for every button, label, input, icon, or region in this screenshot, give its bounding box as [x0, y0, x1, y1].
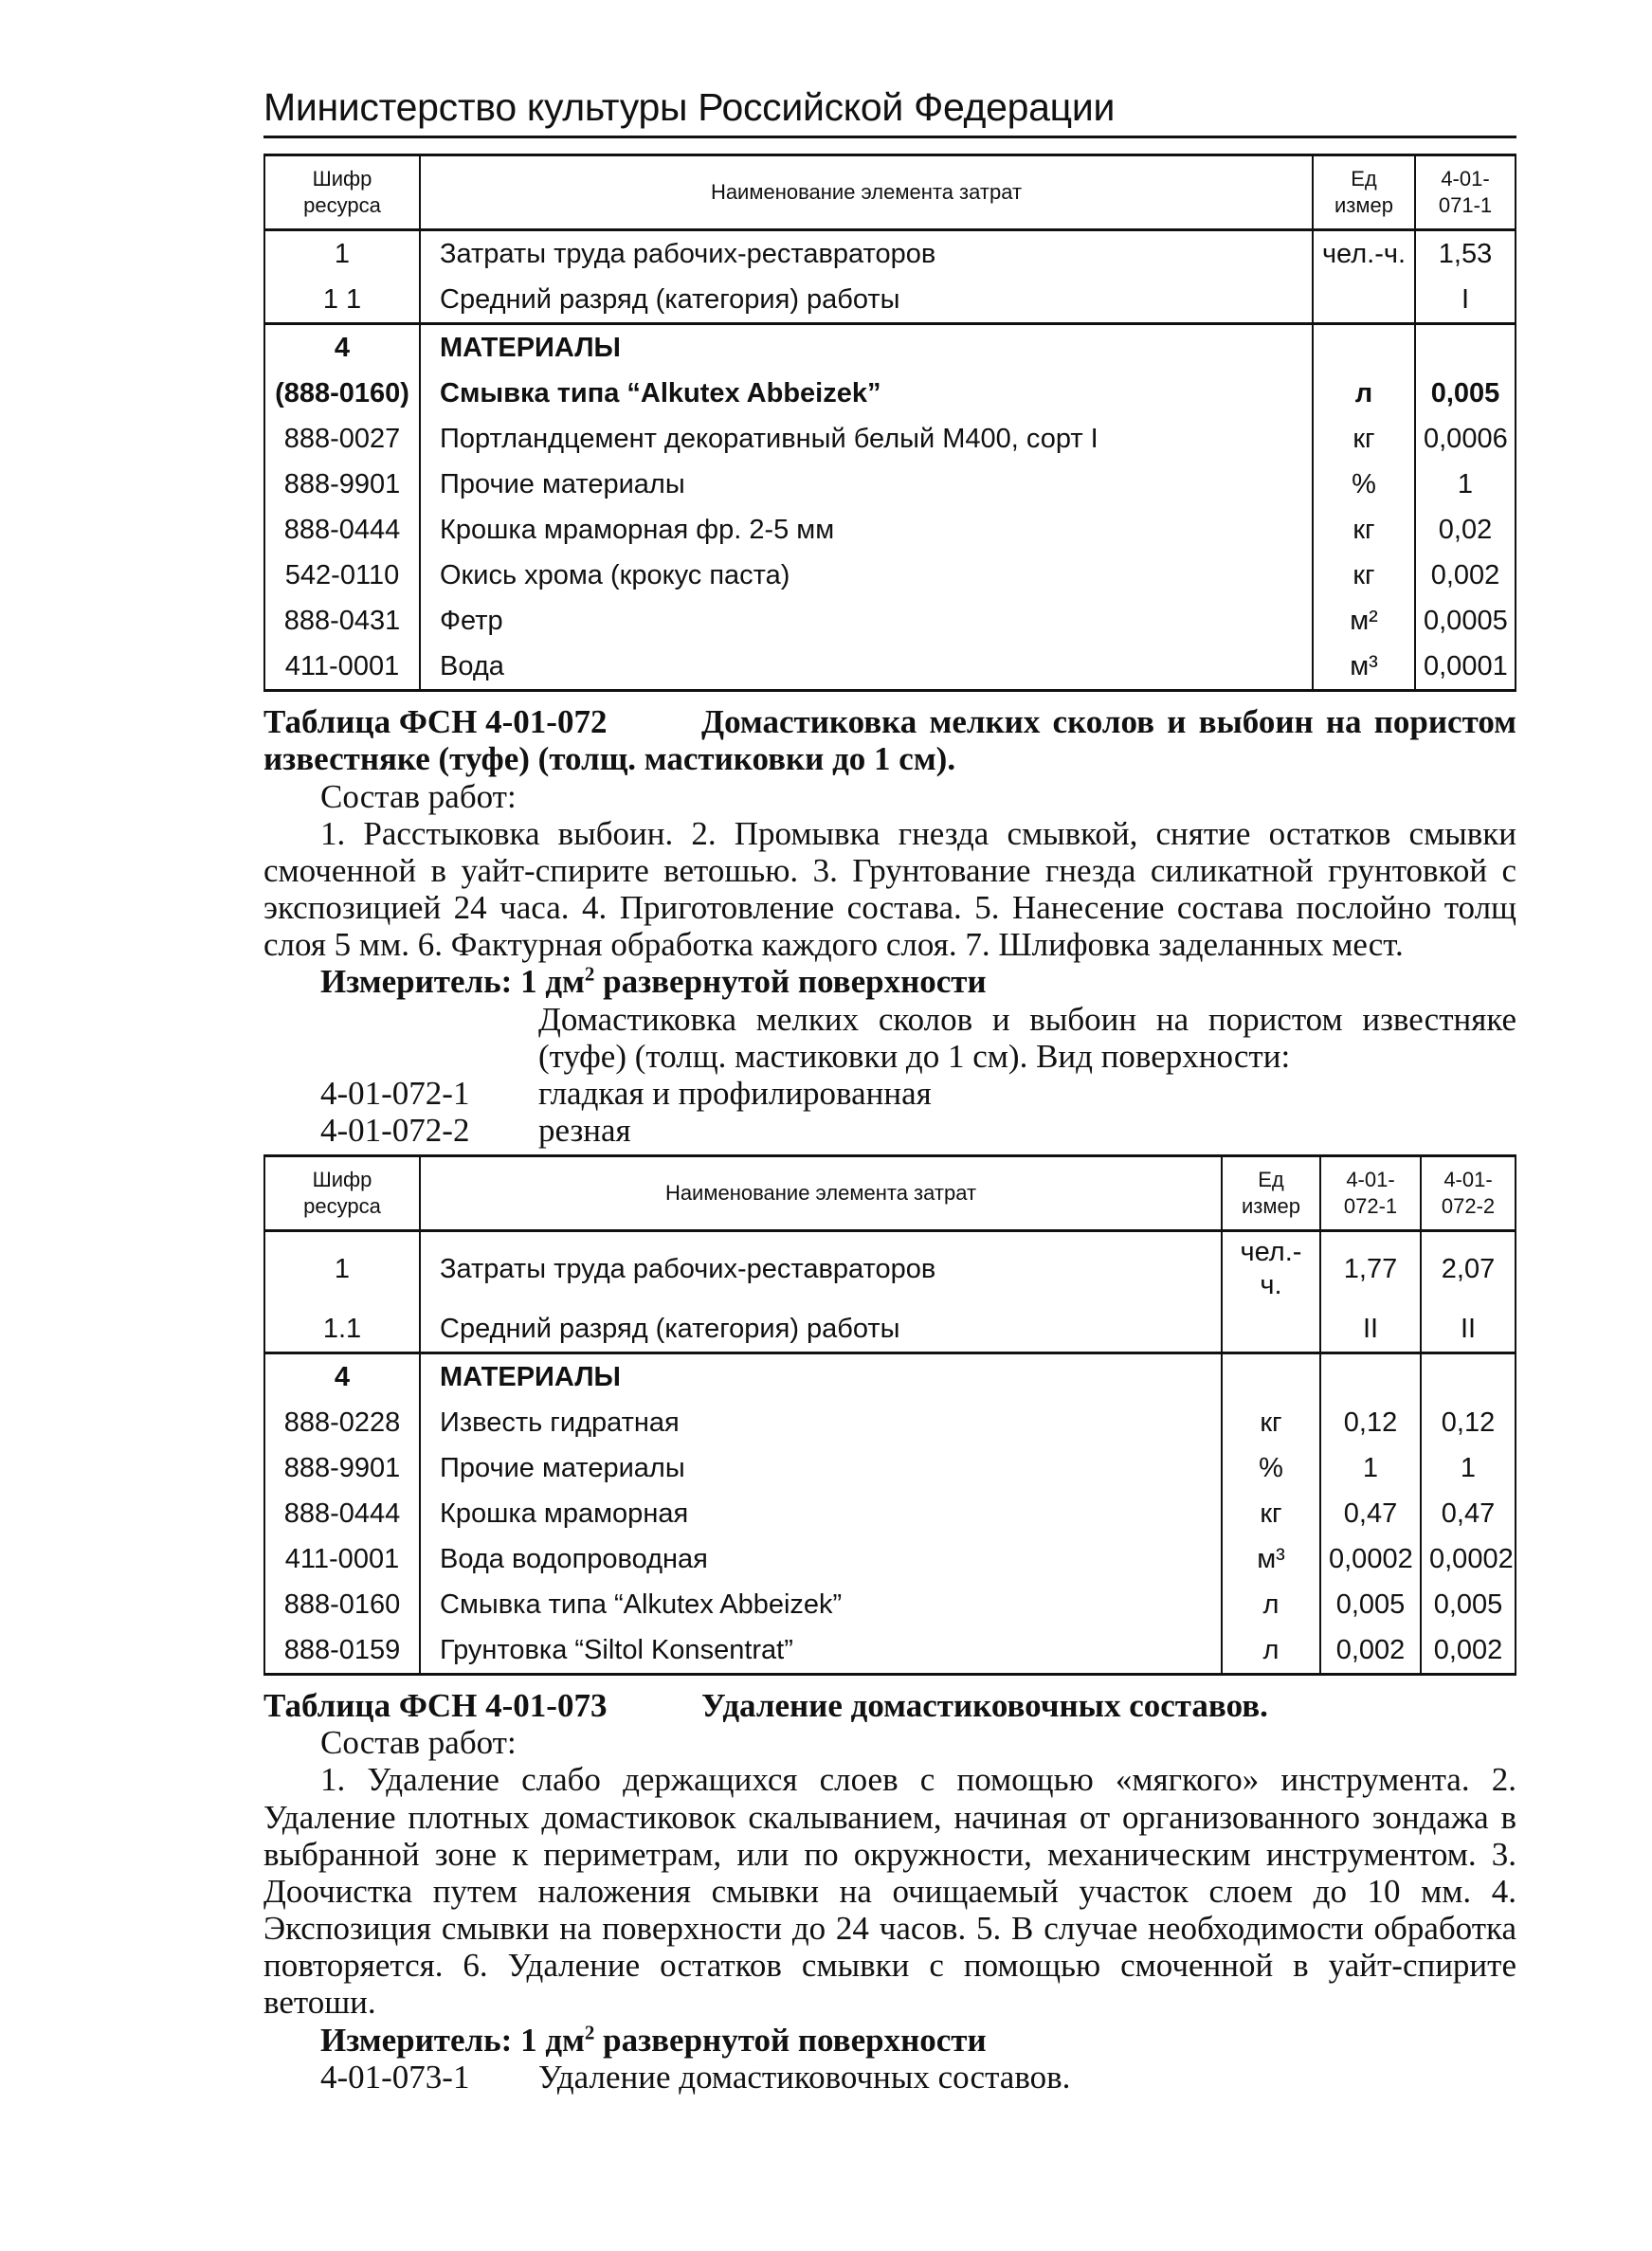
work-composition-text: 1. Расстыковка выбоин. 2. Промывка гнезда смывкой, снятие остатков смывки смоченной в уайт-спирите ветошью. 3. Грунтование гнезда силикатной грунтовкой с экспозицией 24 часа. 4. Приготовление состава. 5. Нанесение состава послойно толщ слоя 5 мм. 6. Фактурная обработка каждого слоя. 7. Шлифовка заделанных мест.: [263, 814, 1516, 964]
cell-unit: кг: [1222, 1400, 1320, 1445]
table-header-row: [264, 1156, 1516, 1231]
cell-name: Смывка типа “Alkutex Abbeizek”: [420, 371, 1313, 416]
cell-code: 888-0228: [264, 1400, 420, 1445]
norm-variants: [263, 1001, 1516, 1150]
cell-norm-1: 1: [1415, 462, 1516, 507]
cell-unit: чел.-ч.: [1222, 1231, 1320, 1306]
cell-name: Вода: [420, 644, 1313, 691]
column-header-name: Наименование элемента затрат: [420, 155, 1313, 230]
variant-row: [263, 2059, 1516, 2096]
table-header-row: [264, 155, 1516, 230]
variant-desc: резная: [538, 1112, 631, 1150]
cell-unit: кг: [1313, 416, 1415, 462]
variant-desc: Удаление домастиковочных составов.: [538, 2058, 1071, 2096]
cell-name: Известь гидратная: [420, 1400, 1222, 1445]
cell-code: 542-0110: [264, 553, 420, 598]
cell-unit: м²: [1313, 598, 1415, 644]
cell-code: 888-0159: [264, 1627, 420, 1675]
variants-intro: Домастиковка мелких сколов и выбоин на пористом известняке (туфе) (толщ. мастиковки до 1 см). Вид поверхности:: [538, 1000, 1516, 1075]
measure-prefix: Измеритель: 1 дм: [320, 963, 585, 1001]
measure-sup: 2: [584, 2021, 595, 2044]
table-number: Таблица ФСН 4-01-073: [263, 1686, 608, 1724]
measure-unit: [263, 2022, 1516, 2059]
column-header-code: Шифр ресурса: [264, 1156, 420, 1231]
cell-code: 1.1: [264, 1306, 420, 1353]
table-row: [264, 507, 1516, 553]
variant-code: 4-01-072-2: [320, 1112, 470, 1150]
cell-code: 888-0160: [264, 1582, 420, 1627]
cell-code: 411-0001: [264, 1536, 420, 1582]
cell-name: Средний разряд (категория) работы: [420, 277, 1313, 324]
resource-table-4-01-071: [263, 154, 1516, 692]
cell-name: Средний разряд (категория) работы: [420, 1306, 1222, 1353]
cell-name: МАТЕРИАЛЫ: [420, 324, 1313, 372]
cell-name: Грунтовка “Siltol Konsentrat”: [420, 1627, 1222, 1675]
table-row: [264, 1231, 1516, 1306]
cell-norm-1: 0,005: [1415, 371, 1516, 416]
cell-unit: %: [1313, 462, 1415, 507]
variant-code: 4-01-072-1: [320, 1075, 470, 1113]
work-composition-text: 1. Удаление слабо держащихся слоев с помощью «мягкого» инструмента. 2. Удаление плотных домастиковок скалыванием, начиная от организованного зондажа в выбранной зоне к периметрам, или по окружности, механическим инструментом. 3. Доочистка путем наложения смывки на очищаемый участок слоем до 10 мм. 4. Экспозиция смывки на поверхности до 24 часов. 5. В случае необходимости обработка повторяется. 6. Удаление остатков смывки с помощью смоченной в уайт-спирите ветоши.: [263, 1761, 1516, 2022]
cell-unit: кг: [1313, 507, 1415, 553]
cell-unit: [1222, 1352, 1320, 1400]
document-page: [263, 85, 1516, 2101]
cell-unit: [1313, 324, 1415, 372]
measure-unit: [263, 963, 1516, 1000]
measure-prefix: Измеритель: 1 дм: [320, 2021, 585, 2059]
running-header: Министерство культуры Российской Федерации: [263, 85, 1516, 138]
table-row: [264, 462, 1516, 507]
variant-row: [263, 1112, 1516, 1149]
cell-name: Смывка типа “Alkutex Abbeizek”: [420, 1582, 1222, 1627]
cell-name: Прочие материалы: [420, 462, 1313, 507]
cell-unit: [1222, 1306, 1320, 1353]
measure-suffix: развернутой поверхности: [594, 2021, 987, 2059]
table-row: [264, 1445, 1516, 1491]
cell-name: Затраты труда рабочих-реставраторов: [420, 230, 1313, 278]
cell-code: 888-0431: [264, 598, 420, 644]
cell-name: Портландцемент декоративный белый М400, сорт I: [420, 416, 1313, 462]
cell-norm-1: 0,0002: [1320, 1536, 1421, 1582]
table-row: [264, 644, 1516, 691]
cell-norm-1: 0,12: [1320, 1400, 1421, 1445]
cell-code: 411-0001: [264, 644, 420, 691]
table-title-4-01-072: [263, 703, 1516, 777]
norm-variants: [263, 2059, 1516, 2096]
cell-code: 4: [264, 324, 420, 372]
cell-unit: кг: [1222, 1491, 1320, 1536]
cell-unit: [1313, 277, 1415, 324]
cell-norm-1: [1320, 1352, 1421, 1400]
cell-name: Прочие материалы: [420, 1445, 1222, 1491]
cell-name: Затраты труда рабочих-реставраторов: [420, 1231, 1222, 1306]
cell-unit: л: [1222, 1582, 1320, 1627]
cell-norm-1: 0,005: [1320, 1582, 1421, 1627]
cell-unit: м³: [1222, 1536, 1320, 1582]
cell-norm-2: 1: [1421, 1445, 1516, 1491]
table-caption: Удаление домастиковочных составов.: [701, 1686, 1268, 1724]
cell-norm-1: 0,0006: [1415, 416, 1516, 462]
cell-unit: л: [1313, 371, 1415, 416]
variant-code: 4-01-073-1: [320, 2058, 470, 2096]
cell-code: 888-0444: [264, 507, 420, 553]
table-row: [264, 324, 1516, 372]
measure-sup: 2: [584, 962, 595, 986]
table-caption: Домастиковка мелких сколов и выбоин на пористом известняке (туфе) (толщ. мастиковки до 1 см).: [263, 703, 1516, 778]
cell-norm-1: 0,47: [1320, 1491, 1421, 1536]
column-header-name: Наименование элемента затрат: [420, 1156, 1222, 1231]
cell-norm-2: 2,07: [1421, 1231, 1516, 1306]
table-body: [264, 230, 1516, 691]
cell-norm-2: II: [1421, 1306, 1516, 1353]
table-row: [264, 553, 1516, 598]
table-row: [264, 371, 1516, 416]
cell-unit: кг: [1313, 553, 1415, 598]
table-row: [264, 598, 1516, 644]
variant-row: [263, 1075, 1516, 1112]
cell-unit: м³: [1313, 644, 1415, 691]
cell-code: 888-0027: [264, 416, 420, 462]
table-row: [264, 1627, 1516, 1675]
cell-code: 1 1: [264, 277, 420, 324]
table-body: [264, 1231, 1516, 1675]
cell-norm-1: 0,002: [1415, 553, 1516, 598]
table-title-4-01-073: [263, 1687, 1516, 1724]
cell-unit: %: [1222, 1445, 1320, 1491]
table-row: [264, 1352, 1516, 1400]
cell-norm-1: 0,02: [1415, 507, 1516, 553]
cell-norm-1: 0,0001: [1415, 644, 1516, 691]
table-row: [264, 1400, 1516, 1445]
cell-name: Вода водопроводная: [420, 1536, 1222, 1582]
resource-table-4-01-072: [263, 1154, 1516, 1676]
column-header-norm-2: 4-01-072-2: [1421, 1156, 1516, 1231]
cell-code: 1: [264, 230, 420, 278]
cell-norm-1: II: [1320, 1306, 1421, 1353]
cell-norm-1: 1: [1320, 1445, 1421, 1491]
cell-unit: л: [1222, 1627, 1320, 1675]
cell-unit: чел.-ч.: [1313, 230, 1415, 278]
cell-code: 888-0444: [264, 1491, 420, 1536]
table-row: [264, 1306, 1516, 1353]
column-header-code: Шифр ресурса: [264, 155, 420, 230]
cell-norm-1: I: [1415, 277, 1516, 324]
table-row: [264, 1536, 1516, 1582]
measure-suffix: развернутой поверхности: [594, 963, 987, 1001]
cell-norm-1: 0,002: [1320, 1627, 1421, 1675]
cell-code: 1: [264, 1231, 420, 1306]
cell-norm-2: 0,002: [1421, 1627, 1516, 1675]
work-composition-label: Состав работ:: [320, 777, 517, 815]
cell-code: 888-9901: [264, 1445, 420, 1491]
cell-norm-2: [1421, 1352, 1516, 1400]
cell-norm-1: 1,53: [1415, 230, 1516, 278]
table-row: [264, 230, 1516, 278]
cell-name: Крошка мраморная фр. 2-5 мм: [420, 507, 1313, 553]
cell-code: 888-9901: [264, 462, 420, 507]
cell-norm-1: 1,77: [1320, 1231, 1421, 1306]
table-row: [264, 416, 1516, 462]
table-number: Таблица ФСН 4-01-072: [263, 703, 608, 741]
cell-name: Крошка мраморная: [420, 1491, 1222, 1536]
cell-norm-2: 0,005: [1421, 1582, 1516, 1627]
cell-norm-1: 0,0005: [1415, 598, 1516, 644]
table-row: [264, 277, 1516, 324]
table-row: [264, 1582, 1516, 1627]
cell-norm-2: 0,0002: [1421, 1536, 1516, 1582]
variant-desc: гладкая и профилированная: [538, 1075, 932, 1113]
table-row: [264, 1491, 1516, 1536]
cell-name: Окись хрома (крокус паста): [420, 553, 1313, 598]
column-header-norm: 4-01-071-1: [1415, 155, 1516, 230]
cell-norm-2: 0,12: [1421, 1400, 1516, 1445]
cell-norm-2: 0,47: [1421, 1491, 1516, 1536]
cell-code: (888-0160): [264, 371, 420, 416]
cell-norm-1: [1415, 324, 1516, 372]
column-header-norm-1: 4-01-072-1: [1320, 1156, 1421, 1231]
column-header-unit: Ед измер: [1313, 155, 1415, 230]
cell-name: МАТЕРИАЛЫ: [420, 1352, 1222, 1400]
work-composition-label: Состав работ:: [320, 1724, 517, 1762]
column-header-unit: Ед измер: [1222, 1156, 1320, 1231]
cell-name: Фетр: [420, 598, 1313, 644]
cell-code: 4: [264, 1352, 420, 1400]
